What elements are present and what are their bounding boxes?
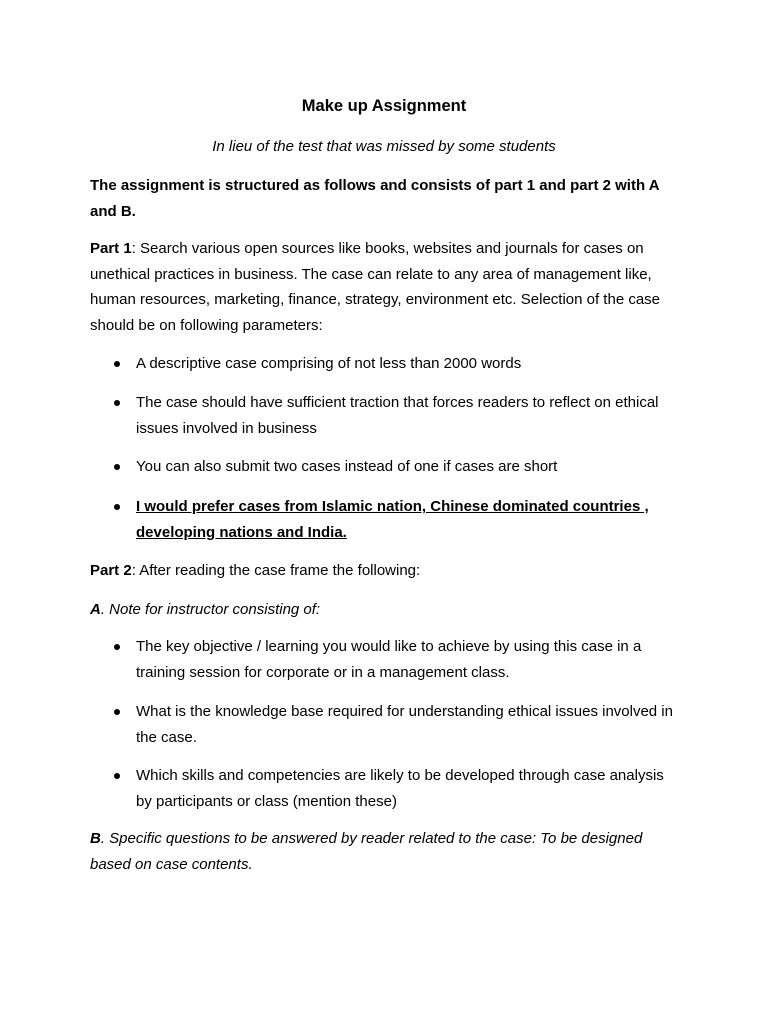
part2-a-text: . Note for instructor consisting of: [100,601,321,618]
part1-bullet-item [112,454,682,480]
part2-bullet-item [112,699,682,750]
part2-bullet-text: The key objective / learning you would like to achieve by using this case in a training session for corporate or in a management class. [136,638,642,681]
part2-bullet-text: What is the knowledge base required for understanding ethical issues involved in the case. [136,703,673,746]
part2-paragraph [90,558,682,584]
part1-bullet-text-emphasis: I would prefer cases from Islamic nation, Chinese dominated countries , developing nations and India. [136,498,649,541]
part1-text: : Search various open sources like books, websites and journals for cases on unethical practices in business. The case can relate to any area of management like, human resources, marketing, finance, strategy, environment etc. Selection of the case should be on following parameters: [90,240,661,334]
part1-bullet-item [112,390,682,441]
part2-a-heading [90,597,682,623]
part1-bullet-text: The case should have sufficient traction that forces readers to reflect on ethical issues involved in business [136,394,659,437]
part2-bullet-text: Which skills and competencies are likely to be developed through case analysis by participants or class (mention these) [136,767,664,810]
document-title: Make up Assignment [301,97,467,115]
part2-label: Part 2 [90,562,132,579]
intro-paragraph: The assignment is structured as follows and consists of part 1 and part 2 with A and B. [90,177,659,220]
document-subtitle: In lieu of the test that was missed by some students [212,138,556,155]
part2-text: : After reading the case frame the following: [131,562,421,579]
part2-bullet-item [112,634,682,685]
part2-b-label: B [90,830,101,847]
part1-paragraph [90,236,682,338]
part1-bullet-item [112,494,682,545]
part1-label: Part 1 [90,240,132,257]
part2-a-label: A [90,601,101,618]
part2-b-text: . Specific questions to be answered by reader related to the case: To be designed based on case contents. [90,830,643,873]
part1-bullet-text: A descriptive case comprising of not less than 2000 words [136,355,522,372]
part1-bullet-item [112,351,682,377]
part2-b-paragraph [90,826,682,877]
part1-bullet-text: You can also submit two cases instead of one if cases are short [136,458,558,475]
part2-bullet-item [112,763,682,814]
